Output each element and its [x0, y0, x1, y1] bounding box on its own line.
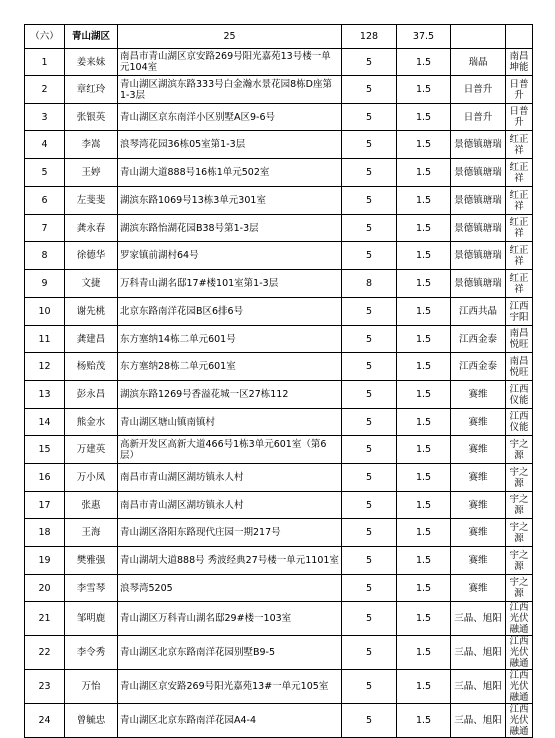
row-index: 8: [25, 242, 65, 270]
brand-1: 赛维: [451, 436, 506, 464]
section-total-1: 128: [342, 25, 397, 49]
table-row: [25, 575, 533, 602]
value-1: 5: [342, 326, 397, 353]
address: 湖滨东路怡湖花园B38号第1-3层: [118, 215, 342, 242]
value-1: 5: [342, 519, 397, 547]
table-row: [25, 492, 533, 519]
brand-2: 江西光伏融通: [506, 704, 533, 738]
table-row: [25, 215, 533, 242]
person-name: 龚永春: [65, 215, 118, 242]
row-index: 2: [25, 76, 65, 104]
address: 湖滨东路1069号13栋3单元301室: [118, 187, 342, 215]
value-2: 1.5: [397, 187, 451, 215]
brand-2: 江西光伏融通: [506, 670, 533, 704]
address: 青山湖区万科青山湖名邸29#楼一103室: [118, 602, 342, 636]
value-1: 5: [342, 670, 397, 704]
value-2: 1.5: [397, 76, 451, 104]
value-2: 1.5: [397, 326, 451, 353]
brand-2: 江西宇阳: [506, 298, 533, 326]
person-name: 万怡: [65, 670, 118, 704]
row-index: 9: [25, 270, 65, 298]
brand-1: 江西共晶: [451, 298, 506, 326]
row-index: 24: [25, 704, 65, 738]
person-name: 龚建昌: [65, 326, 118, 353]
person-name: 姜来妹: [65, 49, 118, 76]
person-name: 樊雅强: [65, 547, 118, 575]
row-index: 13: [25, 381, 65, 409]
value-2: 1.5: [397, 104, 451, 131]
brand-2: 宇之源: [506, 547, 533, 575]
person-name: 熊金水: [65, 409, 118, 436]
brand-2: 宇之源: [506, 519, 533, 547]
address: 青山湖区洛阳东路现代庄园一期217号: [118, 519, 342, 547]
value-1: 5: [342, 353, 397, 381]
person-name: 徐德华: [65, 242, 118, 270]
address: 青山湖区京东南洋小区别墅A区9-6号: [118, 104, 342, 131]
row-index: 19: [25, 547, 65, 575]
address: 万科青山湖名邸17#楼101室第1-3层: [118, 270, 342, 298]
brand-2: 宇之源: [506, 436, 533, 464]
value-1: 5: [342, 704, 397, 738]
person-name: 曾毓忠: [65, 704, 118, 738]
address: 东方塞纳14栋二单元601号: [118, 326, 342, 353]
value-2: 1.5: [397, 49, 451, 76]
address: 青山湖胡大道888号 秀波经典27号楼一单元1101室: [118, 547, 342, 575]
value-1: 5: [342, 464, 397, 492]
row-index: 18: [25, 519, 65, 547]
brand-1: 瑞晶: [451, 49, 506, 76]
brand-2: 江西光伏融通: [506, 602, 533, 636]
brand-2: 江西仪能: [506, 381, 533, 409]
table-row: [25, 270, 533, 298]
value-1: 5: [342, 131, 397, 159]
brand-1: 赛维: [451, 409, 506, 436]
table-row: [25, 187, 533, 215]
row-index: 4: [25, 131, 65, 159]
table-row: [25, 49, 533, 76]
section-count: 25: [118, 25, 342, 49]
value-2: 1.5: [397, 381, 451, 409]
table-row: [25, 636, 533, 670]
brand-1: 日普升: [451, 104, 506, 131]
row-index: 3: [25, 104, 65, 131]
person-name: 左斐斐: [65, 187, 118, 215]
row-index: 10: [25, 298, 65, 326]
table-body: [25, 25, 533, 738]
brand-2: 红正祥: [506, 131, 533, 159]
address: 浪琴湾5205: [118, 575, 342, 602]
value-1: 5: [342, 187, 397, 215]
value-2: 1.5: [397, 519, 451, 547]
value-2: 1.5: [397, 131, 451, 159]
row-index: 14: [25, 409, 65, 436]
person-name: 文捷: [65, 270, 118, 298]
value-2: 1.5: [397, 464, 451, 492]
person-name: 邹明鹿: [65, 602, 118, 636]
value-2: 1.5: [397, 575, 451, 602]
value-2: 1.5: [397, 602, 451, 636]
brand-1: 赛维: [451, 464, 506, 492]
row-index: 7: [25, 215, 65, 242]
value-1: 8: [342, 270, 397, 298]
table-row: [25, 547, 533, 575]
value-1: 5: [342, 49, 397, 76]
value-2: 1.5: [397, 298, 451, 326]
row-index: 1: [25, 49, 65, 76]
table-row: [25, 436, 533, 464]
value-2: 1.5: [397, 636, 451, 670]
brand-2: 南昌悦旺: [506, 353, 533, 381]
value-1: 5: [342, 602, 397, 636]
person-name: 李嵩: [65, 131, 118, 159]
person-name: 杨贻茂: [65, 353, 118, 381]
address: 青山湖大道888号16栋1单元502室: [118, 159, 342, 187]
address: 青山湖区塘山镇南镇村: [118, 409, 342, 436]
brand-1: 景德镇瑭瑞: [451, 215, 506, 242]
person-name: 张银英: [65, 104, 118, 131]
brand-2: 红正祥: [506, 242, 533, 270]
table-row: [25, 602, 533, 636]
value-2: 1.5: [397, 159, 451, 187]
person-name: 王海: [65, 519, 118, 547]
person-name: 万小凤: [65, 464, 118, 492]
row-index: 15: [25, 436, 65, 464]
table-row: [25, 242, 533, 270]
value-1: 5: [342, 381, 397, 409]
address: 湖滨东路1269号香溢花城一区27栋112: [118, 381, 342, 409]
row-index: 5: [25, 159, 65, 187]
table-row: [25, 381, 533, 409]
data-table: [24, 24, 533, 738]
brand-2: 日普升: [506, 104, 533, 131]
brand-1: 三晶、旭阳: [451, 704, 506, 738]
brand-1: 景德镇瑭瑞: [451, 242, 506, 270]
section-brand-1: [451, 25, 506, 49]
value-1: 5: [342, 575, 397, 602]
value-1: 5: [342, 298, 397, 326]
brand-1: 赛维: [451, 381, 506, 409]
row-index: 22: [25, 636, 65, 670]
brand-1: 景德镇瑭瑞: [451, 270, 506, 298]
section-index: （六）: [25, 25, 65, 49]
table-row: [25, 76, 533, 104]
brand-2: 南昌坤能: [506, 49, 533, 76]
table-row: [25, 298, 533, 326]
address: 青山湖区北京东路南洋花园A4-4: [118, 704, 342, 738]
value-2: 1.5: [397, 436, 451, 464]
value-1: 5: [342, 547, 397, 575]
value-2: 1.5: [397, 270, 451, 298]
brand-1: 三晶、旭阳: [451, 602, 506, 636]
brand-2: 红正祥: [506, 270, 533, 298]
value-1: 5: [342, 76, 397, 104]
brand-1: 赛维: [451, 575, 506, 602]
address: 东方塞纳28栋二单元601室: [118, 353, 342, 381]
address: 南昌市青山湖区京安路269号阳光嘉苑13号楼一单元104室: [118, 49, 342, 76]
person-name: 万建英: [65, 436, 118, 464]
district-name: 青山湖区: [65, 25, 118, 49]
table-row: [25, 159, 533, 187]
brand-1: 赛维: [451, 547, 506, 575]
value-1: 5: [342, 104, 397, 131]
brand-1: 景德镇瑭瑞: [451, 187, 506, 215]
value-1: 5: [342, 636, 397, 670]
value-2: 1.5: [397, 215, 451, 242]
table-row: [25, 131, 533, 159]
row-index: 6: [25, 187, 65, 215]
row-index: 21: [25, 602, 65, 636]
brand-2: 南昌悦旺: [506, 326, 533, 353]
brand-2: 红正祥: [506, 215, 533, 242]
section-brand-2: [506, 25, 533, 49]
row-index: 23: [25, 670, 65, 704]
brand-1: 日普升: [451, 76, 506, 104]
person-name: 章红玲: [65, 76, 118, 104]
value-2: 1.5: [397, 353, 451, 381]
table-row: [25, 704, 533, 738]
value-2: 1.5: [397, 242, 451, 270]
section-total-2: 37.5: [397, 25, 451, 49]
table-row: [25, 464, 533, 492]
brand-2: 日普升: [506, 76, 533, 104]
address: 浪琴湾花园36栋05室第1-3层: [118, 131, 342, 159]
brand-2: 宇之源: [506, 464, 533, 492]
value-2: 1.5: [397, 547, 451, 575]
table-row: [25, 519, 533, 547]
row-index: 12: [25, 353, 65, 381]
value-2: 1.5: [397, 670, 451, 704]
value-2: 1.5: [397, 704, 451, 738]
table-row: [25, 409, 533, 436]
table-row: [25, 326, 533, 353]
table-row: [25, 353, 533, 381]
person-name: 李雪琴: [65, 575, 118, 602]
address: 青山湖区京安路269号阳光嘉苑13#一单元105室: [118, 670, 342, 704]
person-name: 张惠: [65, 492, 118, 519]
brand-2: 江西光伏融通: [506, 636, 533, 670]
value-2: 1.5: [397, 492, 451, 519]
address: 北京东路南洋花园B区6排6号: [118, 298, 342, 326]
row-index: 20: [25, 575, 65, 602]
brand-1: 江西金泰: [451, 353, 506, 381]
brand-2: 宇之源: [506, 575, 533, 602]
person-name: 彭永昌: [65, 381, 118, 409]
address: 青山湖区湖滨东路333号白金瀚水景花园8栋D座第1-3层: [118, 76, 342, 104]
value-1: 5: [342, 159, 397, 187]
section-header-row: [25, 25, 533, 49]
value-2: 1.5: [397, 409, 451, 436]
value-1: 5: [342, 492, 397, 519]
brand-2: 宇之源: [506, 492, 533, 519]
brand-2: 红正祥: [506, 159, 533, 187]
brand-1: 江西金泰: [451, 326, 506, 353]
address: 高新开发区高新大道466号1栋3单元601室（第6层）: [118, 436, 342, 464]
brand-2: 红正祥: [506, 187, 533, 215]
row-index: 16: [25, 464, 65, 492]
brand-1: 景德镇瑭瑞: [451, 159, 506, 187]
brand-2: 江西仪能: [506, 409, 533, 436]
value-1: 5: [342, 215, 397, 242]
value-1: 5: [342, 242, 397, 270]
address: 罗家镇前湖村64号: [118, 242, 342, 270]
table-row: [25, 104, 533, 131]
person-name: 谢先桃: [65, 298, 118, 326]
brand-1: 赛维: [451, 492, 506, 519]
brand-1: 赛维: [451, 519, 506, 547]
table-row: [25, 670, 533, 704]
value-1: 5: [342, 436, 397, 464]
brand-1: 景德镇瑭瑞: [451, 131, 506, 159]
address: 南昌市青山湖区湖坊镇永人村: [118, 492, 342, 519]
row-index: 11: [25, 326, 65, 353]
brand-1: 三晶、旭阳: [451, 636, 506, 670]
brand-1: 三晶、旭阳: [451, 670, 506, 704]
address: 青山湖区北京东路南洋花园别墅B9-5: [118, 636, 342, 670]
person-name: 李令秀: [65, 636, 118, 670]
person-name: 王婷: [65, 159, 118, 187]
row-index: 17: [25, 492, 65, 519]
value-1: 5: [342, 409, 397, 436]
address: 南昌市青山湖区湖坊镇永人村: [118, 464, 342, 492]
